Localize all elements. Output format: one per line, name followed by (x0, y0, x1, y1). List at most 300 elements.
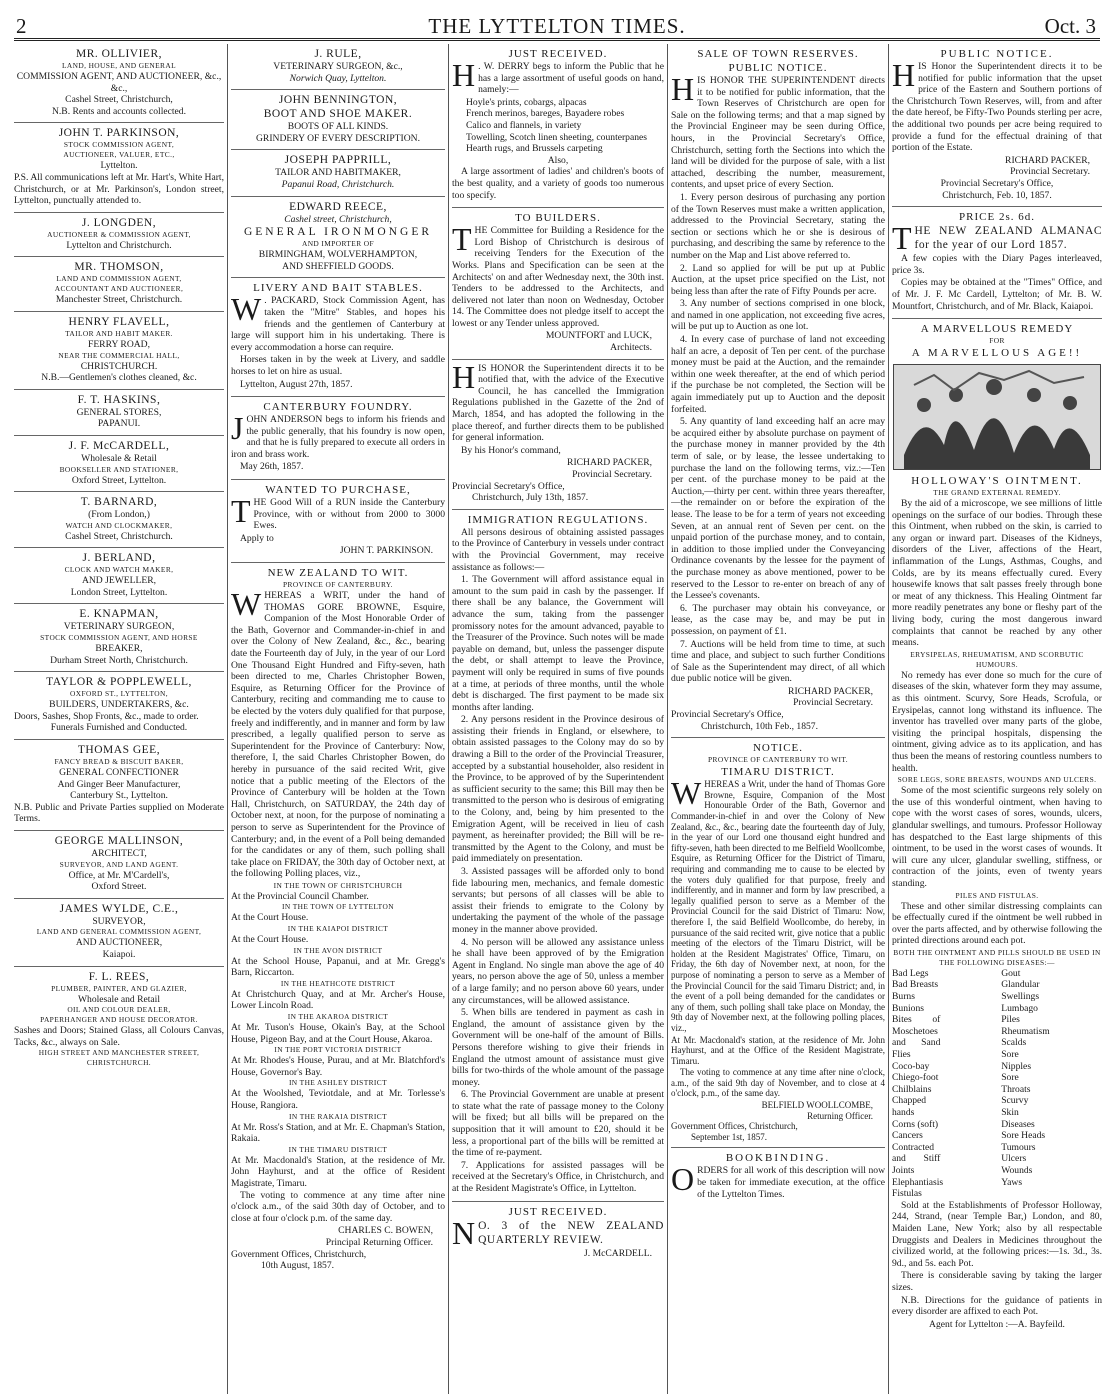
ad-line: CLOCK AND WATCH MAKER, (64, 565, 174, 575)
polling-place: At Christchurch Quay, and at Mr. Archer's House, Lower Lincoln Road. (231, 988, 445, 1012)
ad-body: IS Honor the Superintendent directs it to be notified for public information that the upset price of the Eastern and Southern portions of the Christchurch Town Reserves, will, from and after the date hereof, be Fifty-Two Pounds sterling per acre, the additional two pounds per acre being required to provide a fund for the effectual draining of that portion of the Estate. (892, 61, 1102, 154)
ad-body: N.B. Directions for the guidance of patients in every disorder are affixed to each Pot. (892, 1294, 1102, 1318)
ad-line: BIRMINGHAM, WOLVERHAMPTON, (258, 249, 418, 261)
ad-line: Cashel Street, Christchurch. (65, 530, 173, 542)
ad-name: GEORGE MALLINSON, (54, 835, 184, 847)
ad-line: BREAKER, (95, 643, 143, 655)
disease-item: Bad Breasts (892, 979, 939, 991)
regulation-list (452, 574, 664, 1194)
disease-item: Burns (892, 991, 915, 1003)
ad-line: PLUMBER, PAINTER, AND GLAZIER, (51, 983, 187, 993)
ad-name: J. BERLAND, (82, 552, 156, 565)
list-item: Calico and flannels, in variety (466, 119, 582, 131)
district-heading: IN THE ASHLEY DISTRICT (288, 1078, 388, 1088)
ad-name: THOMAS GEE, (77, 744, 161, 757)
ad-heading: JUST RECEIVED. (508, 1205, 608, 1218)
drop-cap: H (671, 71, 695, 107)
column-5 (892, 44, 1102, 1394)
business-card (14, 672, 224, 740)
polling-place: At Mr. Macdonald's Station, at the residence of Mr. John Hayhurst, and at the office of Resident Magistrate, Timaru. (231, 1154, 445, 1189)
ad-livery-stables (231, 278, 445, 397)
ad-line: OIL AND COLOUR DEALER, (67, 1005, 171, 1015)
disease-item: Yaws (1001, 1176, 1023, 1188)
drop-cap: T (231, 493, 251, 530)
engraving-figures (894, 365, 1100, 469)
ad-name: MR. OLLIVIER, (75, 48, 163, 60)
ad-name: EDWARD REECE, (289, 200, 387, 213)
ad-rule (231, 44, 445, 90)
district-heading: IN THE PORT VICTORIA DISTRICT (274, 1045, 402, 1055)
ad-heading: IMMIGRATION REGULATIONS. (467, 513, 649, 526)
ad-body: May 26th, 1857. (240, 461, 304, 473)
ad-line: Sashes and Doors; Stained Glass, all Colours Canvas, Tacks, &c., always on Sale. (14, 1025, 224, 1048)
ad-line: SURVEYOR, (92, 915, 146, 927)
signature: RICHARD PACKER, (567, 457, 652, 469)
signature-title: Architects. (610, 342, 652, 354)
ad-reece (231, 197, 445, 279)
disease-item: Wounds (1001, 1164, 1033, 1176)
polling-place: At the Court House. (231, 934, 309, 946)
business-card (14, 740, 224, 831)
signature-title: Principal Returning Officer. (325, 1236, 433, 1248)
drop-cap: H (452, 57, 476, 93)
signature-title: Returning Officer. (807, 1110, 873, 1121)
disease-item: Fistulas (892, 1188, 922, 1200)
ad-body: A few copies with the Diary Pages interleaved, price 3s. (892, 253, 1102, 276)
district-heading: IN THE TIMARU DISTRICT (288, 1144, 388, 1154)
ad-line: Oxford Street, Lyttelton. (71, 474, 167, 486)
ad-wanted (231, 480, 445, 563)
drop-cap: T (892, 220, 912, 257)
signature-place: Government Offices, Christchurch, (671, 1121, 798, 1132)
ad-name: MR. THOMSON, (74, 261, 164, 274)
disease-item: Glandular Swellings (1001, 979, 1040, 1003)
ad-body: The voting to commence at any time after nine o'clock, a.m., of the said 9th day of November, and to close at 4 o'clock, p.m., of the same day. (671, 1067, 885, 1099)
section-heading: SORE LEGS, SORE BREASTS, WOUNDS AND ULCERS. (897, 775, 1097, 785)
term-item: 3. Any number of sections comprised in one block, and named in one application, not exceeding five acres, will be put up to Auction as one lot. (671, 298, 885, 333)
ad-line: Doors, Sashes, Shop Fronts, &c., made to order. (14, 710, 199, 722)
ad-line: FANCY BREAD & BISCUIT BAKER, (54, 757, 184, 767)
polling-place: At the Provincial Council Chamber. (231, 890, 369, 902)
ad-line: BUILDERS, UNDERTAKERS, &c. (49, 699, 189, 711)
ad-body: No remedy has ever done so much for the cure of diseases of the skin, whatever form they may assume, as this ointment. Scurvy, Sore Heads, Scrofula, or Erysipelas, cannot long withstand its influence. The inventor has travelled over many parts of the globe, visiting the principal hospitals, dispensing the ointment, giving advice as to its application, and has thus been the means of restoring countless numbers to health. (892, 669, 1102, 774)
disease-item: Elephantiasis (892, 1176, 944, 1188)
disease-item: Ulcers (1001, 1153, 1027, 1165)
district-heading: IN THE AKAROA DISTRICT (287, 1012, 389, 1022)
ad-body: HE Committee for Building a Residence for the Lord Bishop of Christchurch is desirous of receiving Tenders for the Execution of the Works. Plans and Specification can be seen at the Architects' on and after Wednesday next, the 30th inst. Tenders to be addressed to the Architects, and delivered not later than noon on Wednesday, October 14. The Committee does not pledge itself to accept the lowest or any Tender unless approved. (452, 225, 664, 329)
regulation-item: 4. No person will be allowed any assistance unless he shall have been approved of by the Emigration Agent in England. No single man above the age of 40 years, no person above the age of 50, unless a member of a large family; and no person above 60 years, under any circumstances, will be allowed assistance. (452, 936, 664, 1006)
disease-list (892, 968, 1102, 1200)
term-item: 2. Land so applied for will be put up at Public Auction, at the upset price specified on the List, not being less than after the rate of Fifty Pounds per acre. (671, 262, 885, 297)
disease-item: Cancers (892, 1130, 923, 1142)
ad-line: Norwich Quay, Lyttelton. (289, 72, 387, 84)
term-item: 7. Auctions will be held from time to time, at such time and place, and subject to such further Conditions of Sale as the Superintendent may direct, of all which due public notice will be given. (671, 638, 885, 685)
business-card (14, 257, 224, 312)
business-card (14, 390, 224, 436)
ad-name: J. F. McCARDELL, (68, 439, 170, 452)
polling-places (231, 881, 445, 1190)
ad-body: At Mr. Macdonald's station, at the residence of Mr. John Hayhurst, and at the Office of the Resident Magistrate, Timaru. (671, 1034, 885, 1066)
disease-item: Tumours (1001, 1141, 1036, 1153)
ad-public-notice (892, 44, 1102, 207)
drop-cap: O (671, 1161, 695, 1198)
ad-holloway-ointment (892, 319, 1102, 1335)
district-heading: IN THE KAIAPOI DISTRICT (287, 924, 389, 934)
ad-heading: WANTED TO PURCHASE, (265, 484, 411, 497)
column-divider (448, 44, 449, 1394)
ad-subheading: TIMARU DISTRICT. (721, 766, 835, 779)
ad-body: HEREAS a Writ, under the hand of Thomas Gore Browne, Esquire, Companion of the Most Honourable Order of the Bath, Governor and Commander-in-chief in and over the Colony of New Zealand, &c., &c., bearing date the fourteenth day of July, in the year of our Lord one thousand eight hundred and fifty-seven, hath been directed to me Belfield Woollcombe, Esquire, as Returning Officer for the District of Timaru, requiring and commanding me to cause to be elected by the voters duly qualified for that purpose, freely and indifferently, and in manner and form by law prescribed, a legally qualified person to serve as a Member of the Provincial Council for the said District of Timaru: Now, therefore I, the said Belfield Woollcombe, do hereby, in pursuance of the said recited writ, give notice that a public meeting of the electors of the Timaru District, will be holden at the Resident Magistrates' Office, Timaru, on Friday, the 6th day of November next, at noon, for the purpose of nominating a person to serve as a Member of the Provincial Council for the said Timaru District; and, in the event of a poll being demanded for the candidates or any of them, such polling shall take place on Monday, the 9th day of November next, at the following polling places, viz., (671, 779, 885, 1033)
ad-subheading: PROVINCE OF CANTERBURY TO WIT. (708, 755, 848, 765)
disease-item: Piles (1001, 1014, 1020, 1026)
polling-place: At Mr. Ross's Station, and at Mr. E. Chapman's Station, Rakaia. (231, 1121, 445, 1145)
polling-place: At the Woolshed, Teviotdale, and at Mr. Torlesse's House, Rangiora. (231, 1088, 445, 1111)
signature: RICHARD PACKER, (788, 685, 873, 697)
ad-line: AND IMPORTER OF (301, 239, 375, 249)
ad-line: BOOKSELLER AND STATIONER, (59, 464, 179, 474)
disease-list-left (892, 968, 993, 1200)
ad-line: N.B. Public and Private Parties supplied on Moderate Terms. (14, 801, 224, 825)
ad-sale-of-town-reserves (671, 44, 885, 738)
ad-body: HEREAS a WRIT, under the hand of THOMAS GORE BROWNE, Esquire, Companion of the Most Honorable Order of the Bath, Governor and Commander-in-chief in and over the Colony of New Zealand, &c., &c., bearing date the Fourteenth day of July, in the year of our Lord One Thousand Eight Hundred and Fifty-seven, hath been directed to me, Charles Christopher Bowen, Esquire, as Returning Officer for the Province of Canterbury, reciting and commanding me to cause to be elected by the voters duly qualified for that purpose, freely and indifferently, and in manner and form by law prescribed, a legally qualified person to serve as Superintendent for the Province of Canterbury: Now, therefore, I, the said Charles Christopher Bowen, do hereby in pursuance of the said recited Writ, give notice that a public meeting of the Electors of the Province of Canterbury will be holden at the Town Hall, Christchurch, on SATURDAY, the 24th day of October next, at noon, for the purpose of nominating a person to serve as Superintendent for the Province of Canterbury; and, in the event of a Poll being demanded for the candidates or any of them, such polling shall take place on FRIDAY, the 30th day of October next, at the following Polling places, viz., (231, 590, 445, 880)
business-card (14, 436, 224, 492)
ad-body: Apply to (240, 532, 274, 544)
regulation-item: 1. The Government will afford assistance equal in amount to the sum paid in cash by the passenger. If there shall be any balance, the Government will advance the sum, taking from the passenger promissory notes for the amount advanced, payable to the Treasurer of the Province. Such notes will be made payable on demand, but, unless the passenger dispute the debt, or shall attempt to leave the Province, payment will only be required in sums of five pounds at a time, at periods of three months, until the whole debt is discharged. The first payment to be made six months after landing. (452, 574, 664, 713)
regulation-item: 6. The Provincial Government are unable at present to state what the rate of passage money to the Colony will be fixed; but all bills will be prepared on the supposition that it will amount to £20, should it be less, a proportional part of the bills will be remitted at the time of re-payment. (452, 1089, 664, 1159)
drop-cap: W (231, 586, 262, 623)
ad-immigration-regulations (452, 510, 664, 1202)
disease-item: Contracted and Stiff Joints (892, 1141, 941, 1176)
ad-body: Horses taken in by the week at Livery, and saddle horses to let on hire as usual. (231, 354, 445, 377)
ad-bennington (231, 90, 445, 150)
column-divider (227, 44, 228, 1394)
ad-line: PAPERHANGER AND HOUSE DECORATOR. (40, 1015, 198, 1025)
ad-heading: TO BUILDERS. (515, 212, 601, 225)
business-card (14, 123, 224, 212)
ad-body: The voting to commence at any time after nine o'clock a.m., of the said 30th day of October, and to close at four o'clock p.m. of the same day. (231, 1189, 445, 1224)
ad-body: A large assortment of ladies' and children's boots of the best quality, and a variety of goods too numerous too specify. (452, 166, 664, 201)
disease-item: Sore Throats (1001, 1072, 1031, 1095)
business-card (14, 899, 224, 967)
signature: RICHARD PACKER, (1005, 154, 1090, 166)
ad-heading: CANTERBURY FOUNDRY. (263, 401, 413, 414)
ad-line: Funerals Furnished and Conducted. (50, 722, 188, 734)
ad-name: J. LONGDEN, (81, 216, 157, 229)
signature: BELFIELD WOOLLCOMBE, (761, 1100, 873, 1111)
regulation-item: 3. Assisted passages will be afforded only to bond fide labouring men, mechanics, and female domestic servants; but persons of all classes will be able to assist their friends to emigrate to the Colony by undertaking the payment of the whole of the passage money in the manner above provided. (452, 866, 664, 935)
disease-item: Chapped hands (892, 1095, 927, 1118)
product-title: HOLLOWAY'S OINTMENT. (911, 475, 1083, 488)
ad-line: Canterbury St., Lyttelton. (70, 790, 168, 802)
ad-line: GENERAL CONFECTIONER (59, 767, 179, 779)
signature-date: Christchurch, Feb. 10, 1857. (942, 189, 1052, 201)
drop-cap: W (671, 775, 702, 812)
disease-item: Chilblains (892, 1083, 932, 1095)
ad-line: AND SHEFFIELD GOODS. (282, 260, 394, 272)
ad-subheading: FOR (989, 336, 1005, 346)
business-card (14, 44, 224, 123)
ad-heading: A MARVELLOUS REMEDY (920, 323, 1074, 336)
ad-line: P.S. All communications left at Mr. Hart's, White Hart, Christchurch, or at Mr. Parkinson's, London street, Lyttelton, punctually attended to. (14, 171, 224, 207)
terms-list (671, 192, 885, 685)
disease-item: Bad Legs (892, 967, 929, 979)
ad-line: BOOTS OF ALL KINDS. (287, 121, 389, 133)
signature-place: Government Offices, Christchurch, (231, 1248, 367, 1260)
ad-body: Copies may be obtained at the "Times" Office, and of Mr. J. F. Mc Cardell, Lyttelton; of Mr. B. W. Mountfort, Christchurch, and of Mr. Black, Kaiapoi. (892, 277, 1102, 312)
regulation-item: 5. When bills are tendered in payment as cash in England, the amount of assistance given by the Government will be one-half of the amount of Bills. Persons therefore wishing to give their friends in England the utmost amount of assistance must give bills for two-thirds of the whole amount of the passage money. (452, 1007, 664, 1088)
disease-item: Scalds (1001, 1037, 1027, 1049)
term-item: 4. In every case of purchase of land not exceeding half an acre, a deposit of Ten per cent. of the purchase money must be paid at the Auction, and the remainder within one week thereafter, at the end of which period if the purchase be not completed, the Section will be again immediately put up to Auction and the deposit forfeited. (671, 334, 885, 415)
ad-line: (From London,) (88, 509, 150, 521)
column-2 (231, 44, 445, 1394)
goods-list (452, 97, 664, 155)
ad-line: Wholesale and Retail (77, 993, 161, 1005)
district-heading: IN THE HEATHCOTE DISTRICT (280, 978, 396, 988)
ad-heading: NEW ZEALAND TO WIT. (267, 567, 409, 580)
signature: JOHN T. PARKINSON. (339, 545, 433, 557)
district-heading: IN THE TOWN OF LYTTELTON (282, 902, 394, 912)
page-number: 2 (16, 14, 27, 38)
signature-place: Provincial Secretary's Office, (940, 177, 1054, 189)
business-card (14, 831, 224, 899)
ad-line: Cashel street, Christchurch, (284, 213, 392, 225)
disease-item: Bunions (892, 1002, 924, 1014)
ad-body: These and other similar distressing complaints can be effectually cured if the ointment be well rubbed in over the parts affected, and by otherwise following the printed directions around each pot. (892, 900, 1102, 947)
signature-title: Provincial Secretary. (572, 469, 652, 480)
disease-item: Sore Nipples (1001, 1049, 1032, 1072)
ad-line: STOCK COMMISSION AGENT, (63, 140, 175, 150)
district-heading: IN THE TOWN OF CHRISTCHURCH (273, 880, 403, 890)
business-card (14, 548, 224, 604)
list-item: French merinos, bareges, Bayadere robes (466, 108, 625, 120)
engraving-illustration (893, 364, 1101, 470)
drop-cap: H (892, 57, 916, 93)
ad-line: Oxford Street. (91, 881, 147, 893)
drop-cap: N (452, 1214, 476, 1251)
ad-body: OHN ANDERSON begs to inform his friends and the public generally, that his foundry is now open, and that he is fully prepared to execute all orders in iron and brass work. (231, 414, 445, 460)
ad-line: Also, (547, 154, 569, 166)
ad-line: WATCH AND CLOCKMAKER, (65, 520, 173, 530)
ad-name: HENRY FLAVELL, (68, 315, 170, 328)
ad-writ-notice (231, 563, 445, 1277)
ad-body: RDERS for all work of this description will now be taken for immediate execution, at the office of the Lyttelton Times. (697, 1165, 885, 1200)
ad-line: AND AUCTIONEER, (75, 937, 163, 949)
ad-line: Cashel Street, Christchurch, (65, 94, 173, 106)
ad-line: GENERAL IRONMONGER (243, 226, 433, 239)
disease-item: Gout (1001, 967, 1021, 979)
signature-date: September 1st, 1857. (691, 1131, 767, 1142)
ad-name: JOHN T. PARKINSON, (58, 127, 180, 140)
disease-item: Coco-bay (892, 1060, 930, 1072)
ad-name: JAMES WYLDE, C.E., (59, 902, 179, 915)
ad-line: N.B. Rents and accounts collected. (51, 105, 186, 117)
ad-subheading: PUBLIC NOTICE. (728, 62, 828, 74)
disease-item: Rheumatism (1001, 1025, 1050, 1037)
ad-body: Sold at the Establishments of Professor Holloway, 244, Strand, (near Temple Bar,) London, and 80, Maiden Lane, New York; also by all respectable Druggists and Dealers in Medicines throughout the civilized world, at the following prices:—1s. 3d., 3s. 9d., and 5s. each Pot. (892, 1199, 1102, 1269)
ad-body: By the aid of a microscope, we see millions of little openings on the surface of our bodies. Through these this Ointment, when rubbed on the skin, is carried to any organ or inward part. Diseases of the Kidneys, disorders of the Liver, affections of the Heart, inflammation of the Lungs, Asthmas, Coughs, and Colds, are by its means effectually cured. Every housewife knows that salt passes freely through bone or meat of any thickness. This Healing Ointment far more readily penetrates any bone or fleshy part of the living body, curing the most dangerous inward complaints that cannot be reached by any other means. (892, 498, 1102, 649)
ad-line: NEAR THE COMMERCIAL HALL, (58, 350, 180, 360)
column-1 (14, 44, 224, 1394)
ad-line: VETERINARY SURGEON, &c., (273, 61, 403, 72)
drop-cap: H (452, 358, 476, 395)
ad-body: IS HONOR THE SUPERINTENDENT directs it to be notified for public information, that the Town Reserves of Christchurch are open for Sale on the following terms; and that a map signed by the Provincial Engineer may be seen during Office, hours, in the Provincial Secretary's Office, Christchurch, setting forth the Sections into which the land will be divided for the purpose of sale, with a list attached, describing the number, measurement, contents, and upset price of every Section. (671, 75, 885, 191)
signature: MOUNTFORT and LUCK, (545, 330, 652, 342)
ad-quarterly-review (452, 1202, 664, 1265)
signature: J. McCARDELL. (584, 1247, 652, 1259)
ad-body: Lyttelton, August 27th, 1857. (240, 378, 353, 390)
ad-body: O. 3 of the NEW ZEALAND QUARTERLY REVIEW. (478, 1219, 664, 1246)
ad-body: HE NEW ZEALAND ALMANAC for the year of our Lord 1857. (914, 225, 1102, 252)
ad-line: GENERAL STORES, (76, 406, 162, 418)
ad-foundry (231, 397, 445, 480)
issue-date: Oct. 3 (1044, 14, 1096, 38)
ad-almanac (892, 207, 1102, 319)
disease-item: Lumbago (1001, 1002, 1038, 1014)
ad-line: VETERINARY SURGEON, (63, 621, 175, 633)
business-card (14, 967, 224, 1074)
section-heading: BOTH THE OINTMENT AND PILLS SHOULD BE USED IN THE FOLLOWING DISEASES:— (893, 947, 1101, 967)
polling-place: At the Court House. (231, 912, 309, 924)
ad-bookbinding (671, 1148, 885, 1206)
ad-line: AND JEWELLER, (81, 575, 157, 587)
ad-line: Durham Street North, Christchurch. (50, 654, 188, 666)
polling-place: At Mr. Tuson's House, Okain's Bay, at the School House, Pigeon Bay, and at the Court House, Akaroa. (231, 1022, 445, 1045)
ad-heading: PUBLIC NOTICE. (940, 48, 1054, 60)
district-heading: IN THE AVON DISTRICT (293, 945, 383, 955)
ad-body: Some of the most scientific surgeons rely solely on the use of this wonderful ointment, when having to cope with the worst cases of sores, wounds, ulcers, glandular swellings, and tumours. Professor Holloway has despatched to the East large shipments of this ointment, to be used in the worst cases of wounds. It will cure any ulcer, glandular swelling, stiffness, or contraction of the joints, even of twenty years standing. (892, 785, 1102, 889)
regulation-item: 7. Applications for assisted passages will be received at the Secretary's Office, in Christchurch, and at the Resident Magistrate's Office, in Lyttelton. (452, 1159, 664, 1195)
ad-line: And Ginger Beer Manufacturer, (57, 778, 181, 790)
ad-line: HIGH STREET AND MANCHESTER STREET, CHRISTCHURCH. (38, 1048, 200, 1068)
masthead (14, 10, 1100, 38)
signature-date: Christchurch, July 13th, 1857. (472, 492, 589, 504)
ad-line: SURVEYOR, AND LAND AGENT. (59, 859, 179, 869)
list-item: Hearth rugs, and Brussels carpeting (466, 143, 603, 155)
ad-line: AUCTIONEER & COMMISSION AGENT, (47, 229, 191, 239)
ad-line: ARCHITECT, (91, 848, 147, 859)
ad-line: BOOT AND SHOE MAKER. (263, 108, 413, 121)
ad-line: FERRY ROAD, (87, 338, 151, 350)
ad-line: LAND AND GENERAL COMMISSION AGENT, (36, 927, 202, 937)
ad-name: T. BARNARD, (80, 496, 158, 509)
ad-subheading: PROVINCE OF CANTERBURY. (283, 580, 393, 590)
regulation-item: 2. Any persons resident in the Province desirous of assisting their friends in England, or elsewhere, to obtain assisted passages to the Colony may do so by drawing a Bill to the order of the Provincial Treasurer, accepted by a substantial householder, also resident in the Province, to be approved of by the Superintendent as sufficient security to the same; this Bill may then be transmitted to the person who is desirous of emigrating to the Colony, and, being by him presented to the Emigration Agent, will be received in lieu of cash payment, as hereinafter provided; the Bill will be re-transmitted by the Agent to the Colony, and must be paid immediately on presentation. (452, 714, 664, 865)
ad-line: TAILOR AND HABIT MAKER. (65, 328, 173, 338)
disease-list-right (1001, 968, 1102, 1200)
signature-date: Christchurch, 10th Feb., 1857. (701, 720, 818, 732)
section-heading: PILES AND FISTULAS. (955, 890, 1039, 900)
ad-body: There is considerable saving by taking the larger sizes. (892, 1270, 1102, 1293)
term-item: 5. Any quantity of land exceeding half an acre may be acquired either by absolute purchase on payment of the purchase money in manner provided by the 4th term of sale, or by lease, the lessee undertaking to purchase the land on the following terms, viz.:—Ten per cent. of the purchase money to be paid at the Auction,—thirty per cent. within three years thereafter,—the remainder on or before the expiration of the lease. The lease to be for a term of years not exceeding Seven, at an annual rent of Seven per cent. on the unpaid portion of the purchase money, and to contain, in addition to those implied under the Conveyancing Ordinance covenants by the lessee for the payment of the purchase money as above mentioned, power to be reserved to the Lessor to re-enter on breach of any of the Lessee's covenants. (671, 416, 885, 602)
district-heading: IN THE RAKAIA DISTRICT (289, 1111, 387, 1121)
column-3 (452, 44, 664, 1394)
ad-line: COMMISSION AGENT, AND AUCTIONEER, &c., &c., (16, 71, 222, 94)
signature-place: Provincial Secretary's Office, (671, 709, 784, 721)
ad-name: JOSEPH PAPPRILL, (284, 154, 392, 167)
newspaper-title: THE LYTTELTON TIMES. (428, 14, 686, 38)
disease-item: Skin Diseases (1001, 1107, 1035, 1130)
ad-body: By his Honor's command, (461, 444, 561, 456)
ad-name: JOHN BENNINGTON, (278, 94, 398, 107)
polling-place: At the School House, Papanui, and at Mr. Gregg's Barn, Riccarton. (231, 955, 445, 979)
ad-line: OXFORD ST., LYTTELTON, (69, 689, 169, 699)
ad-line: ACCOUNTANT AND AUCTIONEER, (54, 284, 184, 294)
ad-line: Kaiapoi. (102, 948, 136, 960)
ad-line: LAND AND COMMISSION AGENT, (56, 274, 182, 284)
masthead-rule (14, 38, 1100, 41)
list-item: Towelling, Scotch linen sheeting, counterpanes (466, 131, 648, 143)
agent-line: Agent for Lyttelton :—A. Bayfeild. (929, 1318, 1065, 1330)
ad-name: F. T. HASKINS, (77, 393, 161, 406)
ad-body: . PACKARD, Stock Commission Agent, has taken the "Mitre" Stables, and hopes his friends and the gentlemen of Canterbury at large will support him in his undertaking. There is every accommodation a horse can require. (231, 295, 445, 353)
column-divider (667, 44, 668, 1394)
column-divider (888, 44, 889, 1394)
ad-name: F. L. REES, (88, 970, 150, 983)
ad-name: J. RULE, (314, 48, 362, 60)
ad-name: TAYLOR & POPPLEWELL, (46, 676, 192, 689)
disease-item: Sore Heads (1001, 1130, 1046, 1142)
ad-line: Papanui Road, Christchurch. (281, 178, 395, 190)
ad-body: . W. DERRY begs to inform the Public that he has a large assortment of useful goods on hand, namely:— (478, 61, 664, 96)
column-4 (671, 44, 885, 1394)
ad-just-received (452, 44, 664, 208)
product-subtitle: THE GRAND EXTERNAL REMEDY. (933, 488, 1061, 498)
ad-line: AUCTIONEER, VALUER, ETC., (63, 150, 175, 160)
drop-cap: W (231, 291, 262, 328)
signature: CHARLES C. BOWEN, (338, 1225, 433, 1237)
ad-timaru-notice (671, 738, 885, 1148)
ad-line: London Street, Lyttelton. (70, 586, 168, 598)
signature-title: Provincial Secretary. (793, 697, 873, 709)
disease-item: Bites of Moschetoes and Sand Flies (892, 1014, 941, 1061)
ad-line: STOCK COMMISSION AGENT, AND HORSE (40, 633, 198, 643)
drop-cap: T (452, 221, 472, 258)
business-card (14, 492, 224, 548)
ad-heading: SALE OF TOWN RESERVES. (697, 48, 859, 60)
business-card (14, 312, 224, 390)
ad-line: Lyttelton and Christchurch. (66, 239, 172, 251)
signature-title: Provincial Secretary. (1010, 166, 1090, 178)
ad-heading: NOTICE. (752, 742, 804, 755)
ad-name: E. KNAPMAN, (79, 608, 159, 621)
term-item: 1. Every person desirous of purchasing any portion of the Town Reserves must make a written application, addressed to the Provincial Secretary, stating the section or sections which he or she is desirous of purchasing, and describing the same by reference to the number on the Map and List above referred to. (671, 191, 885, 261)
ad-line: Manchester Street, Christchurch. (55, 294, 183, 306)
ad-line: Lyttelton. (100, 160, 138, 172)
signature-date: 10th August, 1857. (261, 1260, 335, 1272)
ad-line: TAILOR AND HABITMAKER, (275, 167, 401, 179)
section-heading: ERYSIPELAS, RHEUMATISM, AND SCORBUTIC HUMOURS. (910, 649, 1084, 669)
ad-line: CHRISTCHURCH. (80, 360, 158, 372)
ad-to-builders (452, 208, 664, 360)
disease-item: Corns (soft) (892, 1118, 939, 1130)
business-card (14, 213, 224, 258)
ad-heading: A MARVELLOUS AGE!! (911, 347, 1083, 360)
ad-heading: LIVERY AND BAIT STABLES. (253, 282, 423, 295)
ad-heading: PRICE 2s. 6d. (959, 211, 1035, 224)
ad-superintendent-notice (452, 360, 664, 510)
ad-papprill (231, 150, 445, 196)
ad-body: HE Good Will of a RUN inside the Canterbury Province, with or without from 2000 to 3000 Ewes. (253, 497, 445, 532)
term-item: 6. The purchaser may obtain his conveyance, or lease, as the case may be, and may be put in possession, on payment of £1. (671, 602, 885, 637)
ad-heading: BOOKBINDING. (725, 1152, 831, 1165)
signature-place: Provincial Secretary's Office, (452, 480, 565, 492)
ad-line: GRINDERY OF EVERY DESCRIPTION. (256, 132, 420, 144)
business-card (14, 604, 224, 672)
polling-place: At Mr. Rhodes's House, Purau, and at Mr. Blatchford's House, Governor's Bay. (231, 1055, 445, 1078)
ad-body: All persons desirous of obtaining assisted passages to the Province of Canterbury in vessels under contract with the Provincial Government, may receive assistance as follows:— (452, 526, 664, 573)
drop-cap: J (231, 410, 244, 447)
list-item: Hoyle's prints, cobargs, alpacas (466, 96, 587, 108)
